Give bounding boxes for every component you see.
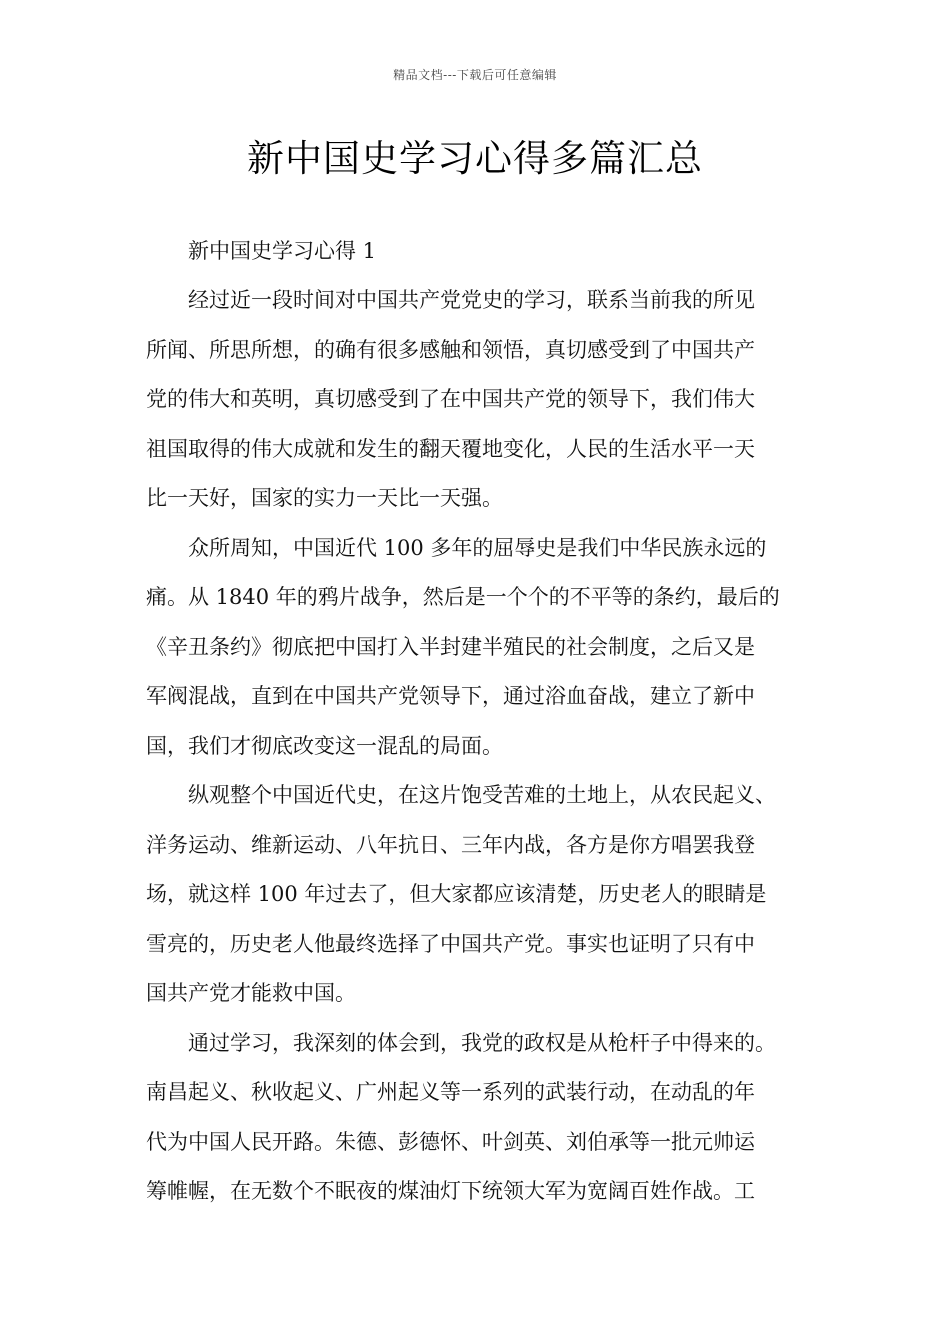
paragraph-line: 场，就这样 100 年过去了，但大家都应该清楚，历史老人的眼睛是 — [146, 882, 767, 906]
document-title: 新中国史学习心得多篇汇总 — [247, 137, 703, 180]
paragraph-line: 洋务运动、维新运动、八年抗日、三年内战，各方是你方唱罢我登 — [146, 832, 755, 857]
paragraph-3 — [146, 771, 810, 1019]
paragraph-line: 国，我们才彻底改变这一混乱的局面。 — [146, 733, 503, 758]
paragraph-line: 党的伟大和英明，真切感受到了在中国共产党的领导下，我们伟大 — [146, 387, 755, 411]
paragraph-line: 筹帷幄，在无数个不眠夜的煤油灯下统领大军为宽阔百姓作战。工 — [146, 1179, 755, 1203]
paragraph-line: 祖国取得的伟大成就和发生的翻天覆地变化，人民的生活水平一天 — [146, 436, 755, 461]
document-body — [146, 226, 810, 1217]
paragraph-line: 国共产党才能救中国。 — [146, 981, 356, 1005]
paragraph-line: 纵观整个中国近代史，在这片饱受苦难的土地上，从农民起义、 — [188, 783, 776, 807]
paragraph-line: 通过学习，我深刻的体会到，我党的政权是从枪杆子中得来的。 — [188, 1030, 776, 1055]
paragraph-1 — [146, 276, 810, 524]
paragraph-line: 所闻、所思所想，的确有很多感触和领悟，真切感受到了中国共产 — [146, 337, 755, 362]
paragraph-line: 《辛丑条约》彻底把中国打入半封建半殖民的社会制度，之后又是 — [146, 634, 755, 659]
paragraph-line: 经过近一段时间对中国共产党党史的学习，联系当前我的所见 — [188, 288, 755, 312]
paragraph-line: 军阀混战，直到在中国共产党领导下，通过浴血奋战，建立了新中 — [146, 684, 755, 708]
paragraph-line: 雪亮的，历史老人他最终选择了中国共产党。事实也证明了只有中 — [146, 931, 755, 956]
paragraph-line: 代为中国人民开路。朱德、彭德怀、叶剑英、刘伯承等一批元帅运 — [146, 1129, 755, 1154]
paragraph-line: 众所周知，中国近代 100 多年的屈辱史是我们中华民族永远的 — [188, 535, 767, 560]
paragraph-4 — [146, 1019, 810, 1217]
paragraph-line: 痛。从 1840 年的鸦片战争，然后是一个个的不平等的条约，最后的 — [146, 585, 780, 609]
paragraph-line: 南昌起义、秋收起义、广州起义等一系列的武装行动，在动乱的年 — [146, 1080, 755, 1104]
paragraph-2 — [146, 524, 810, 772]
section-heading: 新中国史学习心得 1 — [188, 239, 377, 263]
header-note: 精品文档---下载后可任意编辑 — [393, 68, 557, 82]
paragraph-line: 比一天好，国家的实力一天比一天强。 — [146, 486, 503, 510]
